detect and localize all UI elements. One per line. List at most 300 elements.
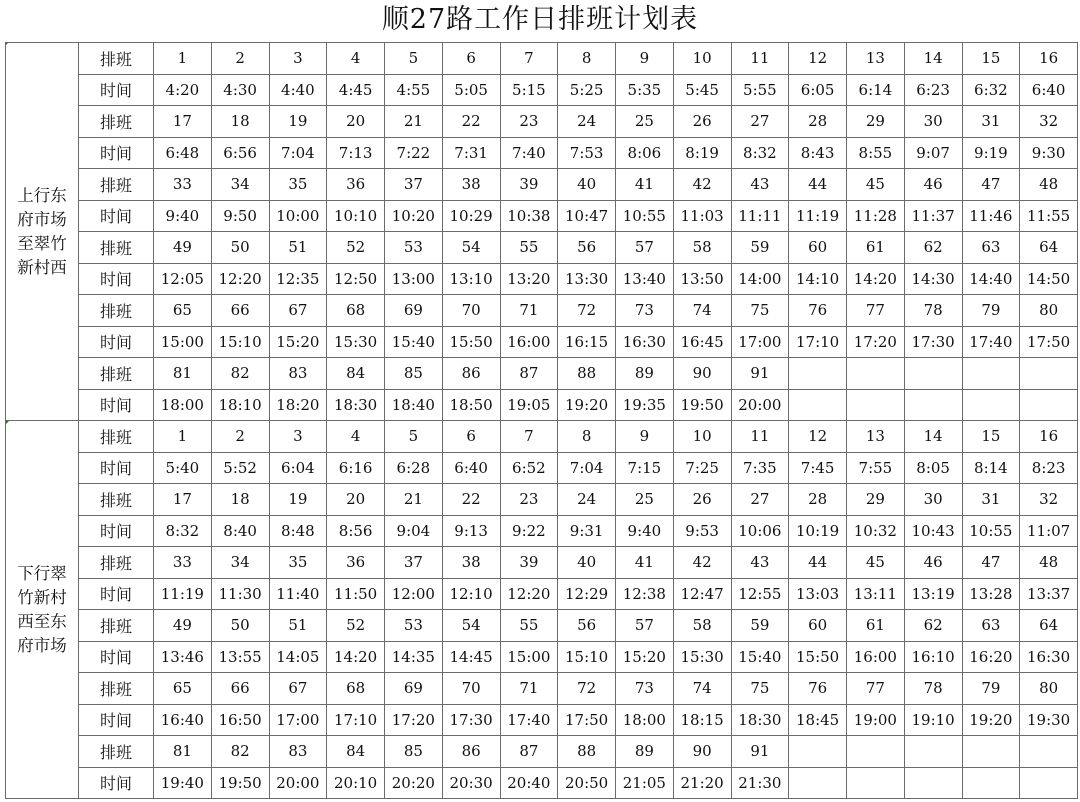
time-label: 时间 bbox=[79, 263, 154, 295]
shift-number-cell: 49 bbox=[154, 232, 212, 264]
departure-time-cell: 18:45 bbox=[789, 704, 847, 736]
shift-number-cell: 26 bbox=[673, 106, 731, 138]
shift-row bbox=[6, 484, 1078, 516]
departure-time-cell: 7:35 bbox=[731, 452, 789, 484]
shift-row bbox=[6, 421, 1078, 453]
shift-number-cell: 24 bbox=[558, 484, 616, 516]
shift-number-cell: 51 bbox=[269, 610, 327, 642]
time-label: 时间 bbox=[79, 641, 154, 673]
shift-number-cell: 60 bbox=[789, 610, 847, 642]
departure-time-cell: 10:20 bbox=[385, 200, 443, 232]
shift-number-cell: 11 bbox=[731, 421, 789, 453]
shift-label: 排班 bbox=[79, 736, 154, 768]
shift-number-cell: 40 bbox=[558, 169, 616, 201]
departure-time-cell: 5:15 bbox=[500, 74, 558, 106]
shift-number-cell: 39 bbox=[500, 169, 558, 201]
departure-time-cell: 16:50 bbox=[211, 704, 269, 736]
departure-time-cell: 17:00 bbox=[731, 326, 789, 358]
departure-time-cell: 19:10 bbox=[904, 704, 962, 736]
departure-time-cell: 15:50 bbox=[442, 326, 500, 358]
shift-number-cell: 28 bbox=[789, 106, 847, 138]
departure-time-cell: 13:55 bbox=[211, 641, 269, 673]
shift-number-cell: 48 bbox=[1020, 547, 1078, 579]
shift-number-cell: 78 bbox=[904, 673, 962, 705]
shift-number-cell: 32 bbox=[1020, 106, 1078, 138]
time-label: 时间 bbox=[79, 74, 154, 106]
departure-time-cell: 14:45 bbox=[442, 641, 500, 673]
departure-time-cell: 12:35 bbox=[269, 263, 327, 295]
shift-number-cell: 81 bbox=[154, 736, 212, 768]
departure-time-cell: 5:55 bbox=[731, 74, 789, 106]
shift-number-cell: 72 bbox=[558, 673, 616, 705]
shift-number-cell bbox=[789, 358, 847, 390]
departure-time-cell: 20:00 bbox=[731, 389, 789, 421]
shift-number-cell: 42 bbox=[673, 169, 731, 201]
shift-number-cell: 84 bbox=[327, 358, 385, 390]
departure-time-cell: 17:30 bbox=[904, 326, 962, 358]
shift-row bbox=[6, 232, 1078, 264]
departure-time-cell bbox=[1020, 389, 1078, 421]
shift-number-cell: 19 bbox=[269, 484, 327, 516]
departure-time-cell: 18:00 bbox=[154, 389, 212, 421]
shift-label: 排班 bbox=[79, 547, 154, 579]
departure-time-cell: 17:10 bbox=[789, 326, 847, 358]
shift-number-cell: 30 bbox=[904, 484, 962, 516]
departure-time-cell: 19:30 bbox=[1020, 704, 1078, 736]
shift-number-cell: 39 bbox=[500, 547, 558, 579]
departure-time-cell: 6:52 bbox=[500, 452, 558, 484]
departure-time-cell bbox=[847, 389, 905, 421]
departure-time-cell: 7:45 bbox=[789, 452, 847, 484]
direction-label: 上行东府市场至翠竹新村西 bbox=[6, 43, 79, 421]
shift-number-cell: 20 bbox=[327, 484, 385, 516]
shift-number-cell: 76 bbox=[789, 295, 847, 327]
departure-time-cell: 16:10 bbox=[904, 641, 962, 673]
shift-number-cell: 61 bbox=[847, 610, 905, 642]
shift-number-cell: 36 bbox=[327, 169, 385, 201]
departure-time-cell: 11:30 bbox=[211, 578, 269, 610]
departure-time-cell bbox=[904, 389, 962, 421]
shift-number-cell: 83 bbox=[269, 358, 327, 390]
departure-time-cell: 13:20 bbox=[500, 263, 558, 295]
shift-number-cell bbox=[962, 736, 1020, 768]
departure-time-cell: 15:20 bbox=[269, 326, 327, 358]
departure-time-cell: 16:45 bbox=[673, 326, 731, 358]
departure-time-cell: 7:40 bbox=[500, 137, 558, 169]
departure-time-cell: 11:19 bbox=[154, 578, 212, 610]
shift-number-cell: 91 bbox=[731, 736, 789, 768]
shift-number-cell: 31 bbox=[962, 106, 1020, 138]
departure-time-cell: 6:48 bbox=[154, 137, 212, 169]
departure-time-cell: 13:40 bbox=[616, 263, 674, 295]
departure-time-cell: 15:00 bbox=[500, 641, 558, 673]
time-label: 时间 bbox=[79, 326, 154, 358]
shift-number-cell: 75 bbox=[731, 673, 789, 705]
shift-number-cell: 22 bbox=[442, 106, 500, 138]
departure-time-cell: 17:40 bbox=[500, 704, 558, 736]
departure-time-cell: 8:19 bbox=[673, 137, 731, 169]
shift-number-cell: 57 bbox=[616, 232, 674, 264]
shift-number-cell: 70 bbox=[442, 295, 500, 327]
shift-number-cell: 55 bbox=[500, 232, 558, 264]
departure-time-cell: 9:04 bbox=[385, 515, 443, 547]
shift-number-cell: 71 bbox=[500, 673, 558, 705]
departure-time-cell bbox=[962, 389, 1020, 421]
shift-number-cell: 46 bbox=[904, 547, 962, 579]
shift-number-cell: 82 bbox=[211, 358, 269, 390]
shift-number-cell: 9 bbox=[616, 43, 674, 75]
departure-time-cell: 18:00 bbox=[616, 704, 674, 736]
departure-time-cell: 9:31 bbox=[558, 515, 616, 547]
shift-number-cell: 72 bbox=[558, 295, 616, 327]
shift-number-cell: 59 bbox=[731, 232, 789, 264]
shift-number-cell: 15 bbox=[962, 43, 1020, 75]
time-label: 时间 bbox=[79, 137, 154, 169]
departure-time-cell: 10:06 bbox=[731, 515, 789, 547]
shift-number-cell: 62 bbox=[904, 610, 962, 642]
shift-number-cell: 90 bbox=[673, 358, 731, 390]
shift-number-cell: 27 bbox=[731, 484, 789, 516]
departure-time-cell: 13:11 bbox=[847, 578, 905, 610]
shift-number-cell: 18 bbox=[211, 484, 269, 516]
departure-time-cell: 8:32 bbox=[731, 137, 789, 169]
departure-time-cell: 8:48 bbox=[269, 515, 327, 547]
departure-time-cell: 12:20 bbox=[211, 263, 269, 295]
shift-number-cell: 55 bbox=[500, 610, 558, 642]
time-row bbox=[6, 137, 1078, 169]
shift-number-cell: 42 bbox=[673, 547, 731, 579]
time-row bbox=[6, 578, 1078, 610]
shift-number-cell bbox=[962, 358, 1020, 390]
shift-row bbox=[6, 673, 1078, 705]
shift-number-cell: 10 bbox=[673, 43, 731, 75]
shift-number-cell: 43 bbox=[731, 169, 789, 201]
departure-time-cell: 8:32 bbox=[154, 515, 212, 547]
shift-number-cell: 15 bbox=[962, 421, 1020, 453]
departure-time-cell: 11:50 bbox=[327, 578, 385, 610]
departure-time-cell: 11:40 bbox=[269, 578, 327, 610]
shift-number-cell: 13 bbox=[847, 421, 905, 453]
time-label: 时间 bbox=[79, 767, 154, 799]
departure-time-cell: 9:40 bbox=[154, 200, 212, 232]
departure-time-cell: 11:19 bbox=[789, 200, 847, 232]
shift-number-cell bbox=[904, 358, 962, 390]
shift-number-cell: 37 bbox=[385, 547, 443, 579]
shift-number-cell: 34 bbox=[211, 547, 269, 579]
shift-number-cell bbox=[847, 358, 905, 390]
departure-time-cell: 17:50 bbox=[558, 704, 616, 736]
departure-time-cell: 15:30 bbox=[327, 326, 385, 358]
departure-time-cell: 14:20 bbox=[327, 641, 385, 673]
departure-time-cell: 10:55 bbox=[616, 200, 674, 232]
departure-time-cell: 9:13 bbox=[442, 515, 500, 547]
departure-time-cell: 11:03 bbox=[673, 200, 731, 232]
shift-number-cell: 45 bbox=[847, 547, 905, 579]
shift-number-cell: 63 bbox=[962, 610, 1020, 642]
shift-number-cell: 59 bbox=[731, 610, 789, 642]
departure-time-cell: 17:10 bbox=[327, 704, 385, 736]
time-label: 时间 bbox=[79, 515, 154, 547]
departure-time-cell: 14:50 bbox=[1020, 263, 1078, 295]
shift-number-cell: 75 bbox=[731, 295, 789, 327]
time-row bbox=[6, 74, 1078, 106]
shift-number-cell: 8 bbox=[558, 43, 616, 75]
departure-time-cell: 16:20 bbox=[962, 641, 1020, 673]
shift-number-cell: 53 bbox=[385, 232, 443, 264]
departure-time-cell: 19:20 bbox=[962, 704, 1020, 736]
shift-row bbox=[6, 547, 1078, 579]
departure-time-cell: 8:56 bbox=[327, 515, 385, 547]
departure-time-cell: 12:38 bbox=[616, 578, 674, 610]
shift-number-cell: 8 bbox=[558, 421, 616, 453]
shift-number-cell bbox=[904, 736, 962, 768]
shift-row bbox=[6, 43, 1078, 75]
shift-number-cell: 76 bbox=[789, 673, 847, 705]
departure-time-cell: 19:05 bbox=[500, 389, 558, 421]
shift-number-cell: 9 bbox=[616, 421, 674, 453]
shift-label: 排班 bbox=[79, 484, 154, 516]
departure-time-cell: 8:14 bbox=[962, 452, 1020, 484]
departure-time-cell: 13:46 bbox=[154, 641, 212, 673]
shift-number-cell: 66 bbox=[211, 295, 269, 327]
shift-number-cell: 44 bbox=[789, 547, 847, 579]
shift-number-cell: 43 bbox=[731, 547, 789, 579]
departure-time-cell: 12:05 bbox=[154, 263, 212, 295]
departure-time-cell: 5:52 bbox=[211, 452, 269, 484]
shift-number-cell: 12 bbox=[789, 43, 847, 75]
departure-time-cell: 12:20 bbox=[500, 578, 558, 610]
shift-number-cell: 21 bbox=[385, 106, 443, 138]
shift-number-cell: 5 bbox=[385, 43, 443, 75]
time-row bbox=[6, 200, 1078, 232]
shift-number-cell: 44 bbox=[789, 169, 847, 201]
shift-number-cell: 58 bbox=[673, 610, 731, 642]
departure-time-cell: 11:07 bbox=[1020, 515, 1078, 547]
departure-time-cell: 17:20 bbox=[847, 326, 905, 358]
departure-time-cell: 15:30 bbox=[673, 641, 731, 673]
shift-number-cell: 33 bbox=[154, 169, 212, 201]
departure-time-cell: 7:22 bbox=[385, 137, 443, 169]
departure-time-cell: 11:46 bbox=[962, 200, 1020, 232]
departure-time-cell: 9:19 bbox=[962, 137, 1020, 169]
time-label: 时间 bbox=[79, 200, 154, 232]
shift-row bbox=[6, 295, 1078, 327]
shift-number-cell: 77 bbox=[847, 295, 905, 327]
departure-time-cell: 6:56 bbox=[211, 137, 269, 169]
time-row bbox=[6, 389, 1078, 421]
shift-number-cell: 4 bbox=[327, 43, 385, 75]
departure-time-cell: 10:00 bbox=[269, 200, 327, 232]
shift-number-cell: 58 bbox=[673, 232, 731, 264]
departure-time-cell: 10:32 bbox=[847, 515, 905, 547]
shift-number-cell: 45 bbox=[847, 169, 905, 201]
departure-time-cell: 4:40 bbox=[269, 74, 327, 106]
departure-time-cell: 16:00 bbox=[500, 326, 558, 358]
shift-number-cell: 2 bbox=[211, 43, 269, 75]
departure-time-cell: 7:53 bbox=[558, 137, 616, 169]
departure-time-cell: 17:50 bbox=[1020, 326, 1078, 358]
shift-number-cell: 29 bbox=[847, 106, 905, 138]
departure-time-cell: 11:37 bbox=[904, 200, 962, 232]
shift-number-cell: 26 bbox=[673, 484, 731, 516]
departure-time-cell: 6:05 bbox=[789, 74, 847, 106]
departure-time-cell: 9:22 bbox=[500, 515, 558, 547]
departure-time-cell: 4:30 bbox=[211, 74, 269, 106]
schedule-table bbox=[5, 42, 1078, 799]
departure-time-cell: 7:25 bbox=[673, 452, 731, 484]
departure-time-cell: 14:30 bbox=[904, 263, 962, 295]
departure-time-cell: 5:05 bbox=[442, 74, 500, 106]
schedule-body bbox=[6, 43, 1078, 799]
departure-time-cell: 8:23 bbox=[1020, 452, 1078, 484]
shift-number-cell: 19 bbox=[269, 106, 327, 138]
time-row bbox=[6, 641, 1078, 673]
departure-time-cell: 4:45 bbox=[327, 74, 385, 106]
departure-time-cell: 6:04 bbox=[269, 452, 327, 484]
shift-number-cell: 33 bbox=[154, 547, 212, 579]
shift-number-cell: 2 bbox=[211, 421, 269, 453]
shift-number-cell: 31 bbox=[962, 484, 1020, 516]
shift-row bbox=[6, 169, 1078, 201]
departure-time-cell: 18:15 bbox=[673, 704, 731, 736]
departure-time-cell: 6:40 bbox=[1020, 74, 1078, 106]
shift-number-cell: 46 bbox=[904, 169, 962, 201]
departure-time-cell: 15:10 bbox=[558, 641, 616, 673]
shift-number-cell: 57 bbox=[616, 610, 674, 642]
shift-number-cell: 54 bbox=[442, 610, 500, 642]
shift-number-cell: 52 bbox=[327, 232, 385, 264]
time-row bbox=[6, 452, 1078, 484]
departure-time-cell: 9:53 bbox=[673, 515, 731, 547]
departure-time-cell: 14:20 bbox=[847, 263, 905, 295]
shift-number-cell: 38 bbox=[442, 547, 500, 579]
shift-number-cell: 16 bbox=[1020, 43, 1078, 75]
shift-number-cell: 56 bbox=[558, 232, 616, 264]
shift-number-cell: 79 bbox=[962, 295, 1020, 327]
shift-number-cell: 83 bbox=[269, 736, 327, 768]
shift-number-cell: 80 bbox=[1020, 673, 1078, 705]
departure-time-cell: 14:05 bbox=[269, 641, 327, 673]
shift-label: 排班 bbox=[79, 295, 154, 327]
shift-number-cell: 40 bbox=[558, 547, 616, 579]
departure-time-cell: 18:40 bbox=[385, 389, 443, 421]
shift-number-cell: 7 bbox=[500, 43, 558, 75]
departure-time-cell: 11:28 bbox=[847, 200, 905, 232]
departure-time-cell: 7:13 bbox=[327, 137, 385, 169]
departure-time-cell: 13:30 bbox=[558, 263, 616, 295]
departure-time-cell: 6:14 bbox=[847, 74, 905, 106]
departure-time-cell: 8:55 bbox=[847, 137, 905, 169]
shift-number-cell: 61 bbox=[847, 232, 905, 264]
shift-number-cell: 81 bbox=[154, 358, 212, 390]
shift-number-cell: 64 bbox=[1020, 232, 1078, 264]
shift-number-cell: 88 bbox=[558, 358, 616, 390]
shift-number-cell: 91 bbox=[731, 358, 789, 390]
shift-label: 排班 bbox=[79, 610, 154, 642]
departure-time-cell: 15:40 bbox=[731, 641, 789, 673]
departure-time-cell: 20:20 bbox=[385, 767, 443, 799]
departure-time-cell bbox=[847, 767, 905, 799]
shift-number-cell: 63 bbox=[962, 232, 1020, 264]
shift-number-cell: 87 bbox=[500, 736, 558, 768]
departure-time-cell: 7:04 bbox=[558, 452, 616, 484]
departure-time-cell: 10:19 bbox=[789, 515, 847, 547]
shift-number-cell: 36 bbox=[327, 547, 385, 579]
departure-time-cell bbox=[904, 767, 962, 799]
shift-number-cell: 24 bbox=[558, 106, 616, 138]
shift-number-cell: 68 bbox=[327, 673, 385, 705]
shift-number-cell: 80 bbox=[1020, 295, 1078, 327]
shift-number-cell: 66 bbox=[211, 673, 269, 705]
departure-time-cell: 12:29 bbox=[558, 578, 616, 610]
shift-number-cell: 11 bbox=[731, 43, 789, 75]
shift-label: 排班 bbox=[79, 43, 154, 75]
shift-number-cell: 13 bbox=[847, 43, 905, 75]
departure-time-cell: 15:40 bbox=[385, 326, 443, 358]
shift-number-cell: 60 bbox=[789, 232, 847, 264]
time-label: 时间 bbox=[79, 389, 154, 421]
departure-time-cell: 8:06 bbox=[616, 137, 674, 169]
shift-number-cell: 1 bbox=[154, 43, 212, 75]
shift-number-cell: 84 bbox=[327, 736, 385, 768]
shift-number-cell: 65 bbox=[154, 673, 212, 705]
departure-time-cell: 19:00 bbox=[847, 704, 905, 736]
departure-time-cell: 19:50 bbox=[673, 389, 731, 421]
shift-number-cell: 41 bbox=[616, 547, 674, 579]
departure-time-cell: 20:30 bbox=[442, 767, 500, 799]
departure-time-cell: 4:55 bbox=[385, 74, 443, 106]
departure-time-cell: 9:07 bbox=[904, 137, 962, 169]
shift-number-cell: 25 bbox=[616, 106, 674, 138]
shift-number-cell: 73 bbox=[616, 295, 674, 327]
departure-time-cell: 10:10 bbox=[327, 200, 385, 232]
departure-time-cell bbox=[789, 389, 847, 421]
departure-time-cell: 14:10 bbox=[789, 263, 847, 295]
shift-number-cell: 52 bbox=[327, 610, 385, 642]
shift-number-cell: 17 bbox=[154, 106, 212, 138]
shift-number-cell: 49 bbox=[154, 610, 212, 642]
shift-number-cell: 25 bbox=[616, 484, 674, 516]
shift-number-cell: 41 bbox=[616, 169, 674, 201]
departure-time-cell: 18:30 bbox=[327, 389, 385, 421]
shift-number-cell: 53 bbox=[385, 610, 443, 642]
shift-number-cell: 3 bbox=[269, 43, 327, 75]
shift-number-cell: 69 bbox=[385, 673, 443, 705]
shift-number-cell: 47 bbox=[962, 547, 1020, 579]
departure-time-cell: 6:28 bbox=[385, 452, 443, 484]
departure-time-cell: 18:50 bbox=[442, 389, 500, 421]
shift-number-cell: 28 bbox=[789, 484, 847, 516]
shift-number-cell: 27 bbox=[731, 106, 789, 138]
direction-label: 下行翠竹新村西至东府市场 bbox=[6, 421, 79, 799]
shift-number-cell: 64 bbox=[1020, 610, 1078, 642]
shift-number-cell: 6 bbox=[442, 43, 500, 75]
departure-time-cell: 14:40 bbox=[962, 263, 1020, 295]
shift-number-cell: 38 bbox=[442, 169, 500, 201]
shift-number-cell bbox=[1020, 358, 1078, 390]
shift-number-cell bbox=[789, 736, 847, 768]
shift-number-cell: 88 bbox=[558, 736, 616, 768]
departure-time-cell: 5:25 bbox=[558, 74, 616, 106]
departure-time-cell: 12:50 bbox=[327, 263, 385, 295]
shift-row bbox=[6, 736, 1078, 768]
departure-time-cell: 18:30 bbox=[731, 704, 789, 736]
shift-number-cell: 56 bbox=[558, 610, 616, 642]
departure-time-cell: 8:40 bbox=[211, 515, 269, 547]
shift-number-cell: 86 bbox=[442, 736, 500, 768]
departure-time-cell: 13:03 bbox=[789, 578, 847, 610]
shift-number-cell: 78 bbox=[904, 295, 962, 327]
